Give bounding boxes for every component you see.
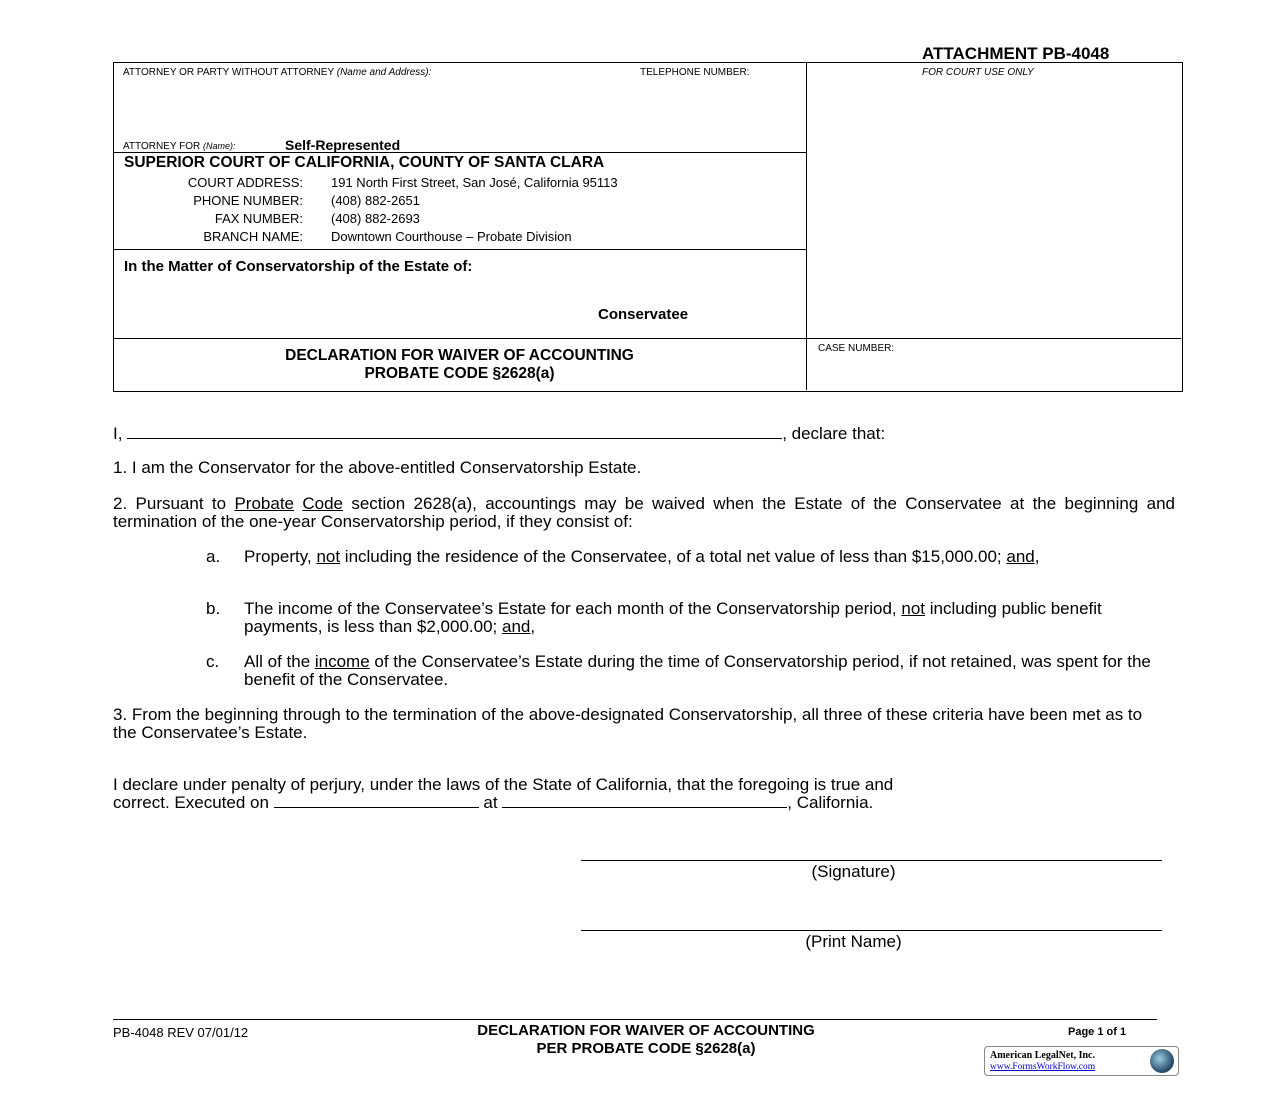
signature-line[interactable] bbox=[581, 860, 1162, 861]
executed-date-field[interactable] bbox=[274, 795, 479, 808]
conservatee-label: Conservatee bbox=[598, 306, 689, 323]
attorney-for-value: Self-Represented bbox=[285, 137, 401, 153]
print-name-line[interactable] bbox=[581, 930, 1162, 931]
case-number-label: CASE NUMBER: bbox=[818, 343, 895, 354]
print-name-label: (Print Name) bbox=[805, 932, 902, 951]
attorney-label: ATTORNEY OR PARTY WITHOUT ATTORNEY (Name and Address): bbox=[123, 67, 432, 78]
court-address-row: COURT ADDRESS: 191 North First Street, San José, California 95113 bbox=[187, 175, 618, 190]
footer-rule bbox=[113, 1019, 1157, 1020]
court-use-label: FOR COURT USE ONLY bbox=[922, 67, 1034, 78]
logo-name: American LegalNet, Inc. bbox=[990, 1050, 1095, 1061]
item-b: The income of the Conservatee’s Estate for each month of the Conservatorship period, not including public benefit payments, is less than $2,000.00; and, bbox=[244, 599, 1102, 636]
matter-label: In the Matter of Conservatorship of the Estate of: bbox=[124, 258, 473, 275]
item-c-marker: c. bbox=[206, 652, 220, 671]
phone-row: PHONE NUMBER: (408) 882-2651 bbox=[193, 193, 420, 208]
form-id: PB-4048 REV 07/01/12 bbox=[113, 1025, 249, 1040]
telephone-label: TELEPHONE NUMBER: bbox=[640, 67, 750, 78]
declarant-line: I, , declare that: bbox=[113, 424, 886, 443]
attorney-for-label: ATTORNEY FOR (Name): bbox=[123, 141, 236, 152]
page-number: Page 1 of 1 bbox=[1068, 1026, 1127, 1038]
caption-box bbox=[113, 62, 1183, 392]
item-2: 2. Pursuant to Probate Code section 2628(a), accountings may be waived when the Estate of the Conservatee at the beginning and termination of the one-year Conservatorship period, if they consist of: bbox=[113, 494, 1175, 531]
fax-row: FAX NUMBER: (408) 882-2693 bbox=[214, 211, 420, 226]
logo-link[interactable]: www.FormsWorkFlow.com bbox=[990, 1062, 1096, 1072]
perjury-line-1: I declare under penalty of perjury, under the laws of the State of California, that the foregoing is true and bbox=[113, 775, 894, 794]
court-name: SUPERIOR COURT OF CALIFORNIA, COUNTY OF SANTA CLARA bbox=[124, 154, 605, 171]
item-3: 3. From the beginning through to the termination of the above-designated Conservatorship, all three of these criteria have been met as to the Conservatee’s Estate. bbox=[113, 705, 1143, 742]
item-a-marker: a. bbox=[206, 547, 221, 566]
executed-place-field[interactable] bbox=[502, 795, 787, 808]
form-title: DECLARATION FOR WAIVER OF ACCOUNTING PROBATE CODE §2628(a) bbox=[285, 347, 634, 382]
declarant-name-field[interactable] bbox=[127, 426, 782, 439]
item-c: All of the income of the Conservatee’s Estate during the time of Conservatorship period, if not retained, was spent for the benefit of the Conservatee. bbox=[244, 652, 1151, 689]
branch-row: BRANCH NAME: Downtown Courthouse – Probate Division bbox=[203, 229, 572, 244]
american-legalnet-logo[interactable] bbox=[984, 1046, 1179, 1076]
item-1: 1. I am the Conservator for the above-entitled Conservatorship Estate. bbox=[113, 458, 642, 477]
attachment-label: ATTACHMENT PB-4048 bbox=[922, 44, 1110, 63]
signature-label: (Signature) bbox=[811, 862, 896, 881]
footer-title: DECLARATION FOR WAIVER OF ACCOUNTING PER PROBATE CODE §2628(a) bbox=[477, 1022, 815, 1057]
item-b-marker: b. bbox=[206, 599, 221, 618]
perjury-line-2: correct. Executed on at , California. bbox=[113, 793, 874, 812]
item-a: Property, not including the residence of the Conservatee, of a total net value of less than $15,000.00; and, bbox=[244, 547, 1040, 566]
globe-icon bbox=[1150, 1049, 1174, 1073]
